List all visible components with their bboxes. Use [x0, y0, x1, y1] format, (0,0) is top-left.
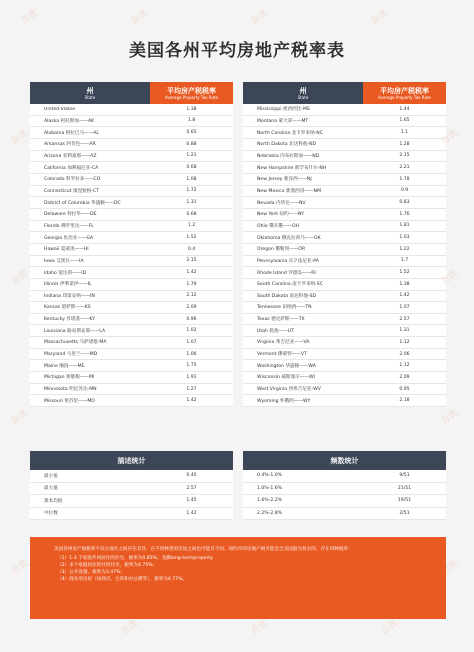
table-row-label: Pennsylvania 宾夕法尼亚-PA: [257, 258, 319, 264]
table-row-label: Oregon 俄勒冈——OR: [257, 247, 306, 253]
table-row-value: 1.28: [399, 141, 410, 147]
table-row: [30, 267, 233, 279]
table-row-value: 0.96: [186, 316, 197, 322]
table-row: [30, 232, 233, 244]
table-row-label: Washington 华盛顿——WA: [257, 363, 316, 369]
table-row-label: Indiana 印第安纳——IN: [44, 293, 95, 299]
table-row: [243, 162, 446, 174]
table-row-label: Connecticut 康涅狄格-CT: [44, 188, 100, 194]
stats-row-label: 最大值: [44, 486, 58, 492]
stats-row-value: 2/51: [399, 510, 410, 516]
page-title: 美国各州平均房地产税率表: [129, 41, 345, 61]
watermark-logo: 自优: [439, 408, 461, 427]
table-row: [30, 395, 233, 407]
watermark-logo: 自优: [19, 8, 41, 27]
table-row-label: Georgia 佐治亚——GA: [44, 235, 94, 241]
table-row-value: 1.52: [399, 270, 410, 276]
table-row-value: 1.2: [187, 223, 196, 229]
table-row-label: North Dakota 北达科他-ND: [257, 142, 317, 148]
watermark-logo: 自优: [249, 618, 271, 637]
table-row-value: 2.06: [399, 351, 410, 357]
table-row: [243, 186, 446, 198]
table-row-value: 1.78: [399, 176, 410, 182]
table-row: [243, 314, 446, 326]
table-row-value: 1.91: [186, 374, 197, 380]
stats-row-value: 1.45: [186, 498, 197, 504]
state-header-en: State: [297, 94, 309, 100]
table-row-label: Texas 德克萨斯——TX: [257, 317, 305, 323]
table-row-value: 2.57: [399, 316, 410, 322]
table-row-label: Vermont 佛蒙特——VT: [257, 352, 307, 358]
watermark-logo: 自优: [9, 558, 31, 577]
watermark-logo: 自优: [379, 618, 401, 637]
watermark-logo: 自优: [9, 408, 31, 427]
table-row-label: United States: [44, 106, 76, 112]
table-row-label: Maryland 马里兰——MD: [44, 352, 98, 358]
frequency-stats-body: [243, 470, 446, 520]
state-header-en: State: [84, 94, 96, 100]
table-row-value: 0.65: [186, 130, 197, 136]
watermark-logo: 自优: [9, 268, 31, 287]
table-row-label: Massachusetts 马萨诸塞-MA: [44, 340, 107, 346]
watermark-logo: 自优: [369, 8, 391, 27]
stats-row-label: 1.0%-1.6%: [257, 485, 282, 491]
stats-row-label: 2.2%-2.8%: [257, 510, 282, 516]
notes-box: [30, 537, 446, 619]
table-row-label: Alaska 阿拉斯加——AK: [44, 118, 95, 124]
table-body: [30, 104, 233, 407]
table-row: [243, 244, 446, 256]
table-row-value: 1.02: [186, 328, 197, 334]
table-row-label: Ohio 俄亥俄——OH: [257, 223, 300, 229]
table-row: [243, 232, 446, 244]
table-row-value: 1.1: [400, 130, 409, 136]
rate-column-header: [150, 82, 233, 104]
table-row-label: New Jersey 新泽西——NJ: [257, 177, 312, 183]
state-column-header: [30, 82, 150, 104]
table-row: [30, 244, 233, 256]
table-row-value: 1.42: [399, 293, 410, 299]
stats-row-label: 1.6%-2.2%: [257, 498, 282, 504]
table-row: [30, 372, 233, 384]
table-row-label: Minnesota 明尼苏达-MN: [44, 387, 97, 393]
table-row: [243, 372, 446, 384]
table-row-value: 1.27: [186, 386, 197, 392]
notes-intro: 美国各州房产税税率不仅在地区之间存在差异，在不同种类的房屋之间也可能有不同。纽约市的房地产税可能是全美国最为复杂的，存在四种税率：: [54, 547, 353, 552]
table-row-label: Utah 犹他——UT: [257, 328, 294, 334]
descriptive-stats-body: [30, 470, 233, 520]
table-row: [30, 256, 233, 268]
table-row: [243, 151, 446, 163]
watermark-logo: 自优: [439, 128, 461, 147]
table-row-value: 1.03: [399, 235, 410, 241]
table-row: [30, 291, 233, 303]
table-row-label: Nebraska 内布拉斯加——ND: [257, 153, 320, 159]
table-row-label: West Virginia 西弗吉尼亚-WV: [257, 387, 321, 393]
table-row-value: 1.44: [399, 106, 410, 112]
table-row: [30, 337, 233, 349]
table-row: [243, 291, 446, 303]
table-row-label: Idaho 爱达荷——ID: [44, 270, 87, 276]
table-row: [243, 209, 446, 221]
rate-header-en: Average Property Tax Rate: [165, 94, 218, 100]
table-row: [243, 325, 446, 337]
notes-item: （1）1-3 个家庭共同居住的住宅，税率为0.85%；龙腾long-termproperty: [57, 556, 213, 561]
table-row: [30, 349, 233, 361]
table-row-value: 2.09: [186, 304, 197, 310]
stats-row: [30, 495, 233, 508]
table-row-value: 1.06: [186, 351, 197, 357]
table-row: [243, 104, 446, 116]
table-row-label: Iowa 艾奥瓦——IA: [44, 258, 84, 264]
watermark-logo: 自优: [129, 8, 151, 27]
table-row-label: Nevada 内华达——NV: [257, 200, 306, 206]
table-row-label: Hawaii 夏威夷——HI: [44, 247, 89, 253]
notes-item: （4）商业用房屋（如商店、仓库和办公楼等），税率为4.77%。: [57, 577, 188, 582]
table-header: [243, 82, 446, 104]
table-row-label: North Carolina 北卡罗来纳-NC: [257, 130, 323, 136]
table-row-label: South Dakota 南达科他-SD: [257, 293, 317, 299]
table-row-value: 0.68: [186, 165, 197, 171]
table-row-value: 2.21: [399, 165, 410, 171]
table-row: [243, 116, 446, 128]
table-row-value: 1.72: [186, 188, 197, 194]
table-row-label: New York 纽约——NY: [257, 212, 305, 218]
stats-row: [243, 470, 446, 483]
stats-row: [243, 508, 446, 521]
table-row-label: Colorado 科罗拉多——CO: [44, 177, 101, 183]
table-row-label: Tennessee 田纳西——TN: [257, 305, 312, 311]
stats-row-label: 0.4%-1.0%: [257, 473, 282, 479]
table-row: [30, 325, 233, 337]
table-row: [30, 116, 233, 128]
table-row: [30, 384, 233, 396]
table-row-value: 1.7: [400, 258, 409, 264]
table-row-value: 1.12: [399, 363, 410, 369]
table-row: [243, 256, 446, 268]
stats-row-value: 1.42: [186, 510, 197, 516]
state-header-cn: 州: [86, 86, 94, 95]
table-row-value: 0.95: [399, 386, 410, 392]
table-row-value: 1.79: [186, 281, 197, 287]
table-row-label: South Carolina 南卡罗来纳-SC: [257, 282, 323, 288]
stats-row-value: 2.57: [186, 485, 197, 491]
table-row-label: Illinois 伊利诺伊——IL: [44, 282, 92, 288]
frequency-stats-title: 频数统计: [243, 451, 446, 470]
table-row-value: 1.08: [186, 176, 197, 182]
table-row: [30, 209, 233, 221]
rate-header-cn: 平均房产税税率: [167, 86, 216, 95]
descriptive-stats-title: 描述统计: [30, 451, 233, 470]
table-row: [243, 302, 446, 314]
table-row: [243, 360, 446, 372]
table-row-label: Wyoming 怀俄明——WY: [257, 398, 311, 404]
table-header: [30, 82, 233, 104]
watermark-logo: 自优: [9, 128, 31, 147]
table-row-value: 1.07: [399, 304, 410, 310]
stats-row: [243, 495, 446, 508]
table-row-label: California 加利福尼亚-CA: [44, 165, 99, 171]
table-row: [30, 360, 233, 372]
table-row: [243, 139, 446, 151]
table-row-value: 0.88: [186, 141, 197, 147]
table-row: [243, 337, 446, 349]
table-row-label: Florida 佛罗里达——FL: [44, 223, 94, 229]
table-row: [30, 186, 233, 198]
table-row: [30, 302, 233, 314]
table-row-label: Rhode Island 罗德岛——RI: [257, 270, 316, 276]
table-row-value: 1.38: [399, 281, 410, 287]
table-row-label: Maine 缅因——ME: [44, 363, 85, 369]
watermark-logo: 自优: [249, 8, 271, 27]
table-row-label: Arkansas 阿肯色——AR: [44, 142, 96, 148]
stats-row-value: 21/51: [397, 485, 412, 491]
table-row: [30, 221, 233, 233]
stats-row: [243, 483, 446, 496]
table-row: [30, 104, 233, 116]
table-row-label: District of Columbia 华盛顿——DC: [44, 200, 121, 206]
table-row: [30, 127, 233, 139]
table-row: [30, 314, 233, 326]
table-row: [243, 279, 446, 291]
table-row-value: 1.42: [186, 270, 197, 276]
table-row-value: 0.83: [399, 200, 410, 206]
rate-column-header: [363, 82, 446, 104]
stats-row-value: 9/51: [399, 473, 410, 479]
table-row-value: 2.18: [399, 398, 410, 404]
table-row-value: 1.38: [186, 106, 197, 112]
table-row-value: 1.76: [399, 211, 410, 217]
frequency-stats-table: [243, 451, 446, 520]
table-row-label: Louisiana 路易斯安那——LA: [44, 328, 106, 334]
table-row-label: Delaware 特拉华——DE: [44, 212, 97, 218]
notes-item: （3）公共设施，税率为3.47%；: [57, 570, 126, 575]
table-row-value: 1.12: [399, 339, 410, 345]
table-row: [243, 221, 446, 233]
table-row-label: New Hampshire 新罕布什尔-NH: [257, 165, 327, 171]
table-row-label: Kentucky 肯塔基——KY: [44, 317, 96, 323]
table-row-label: Mississippi 密西西比-MS: [257, 107, 310, 113]
table-row-label: Oklahoma 俄克拉荷马——OK: [257, 235, 321, 241]
table-row-value: 1.22: [399, 246, 410, 252]
tax-table-right: [243, 82, 446, 407]
table-row-label: Virginia 弗吉尼亚——VA: [257, 340, 310, 346]
table-row-value: 1.65: [399, 118, 410, 124]
table-row-label: Missouri 密苏里——MO: [44, 398, 95, 404]
table-row: [30, 151, 233, 163]
notes-item: （2）多个家庭居住的共同住宅，税率为4.75%；: [57, 563, 158, 568]
stats-row: [30, 483, 233, 496]
table-row-value: 1.31: [399, 328, 410, 334]
state-column-header: [243, 82, 363, 104]
table-row-value: 1.21: [186, 153, 197, 159]
table-row: [243, 174, 446, 186]
watermark-logo: 自优: [439, 268, 461, 287]
table-row-value: 1.75: [186, 363, 197, 369]
stats-row-value: 19/51: [397, 498, 412, 504]
table-row-value: 2.15: [186, 258, 197, 264]
rate-header-en: Average Property Tax Rate: [378, 94, 431, 100]
table-row-label: Arizona 亚利桑那——AZ: [44, 153, 97, 159]
table-row: [30, 174, 233, 186]
table-row-value: 2.09: [399, 374, 410, 380]
table-row-label: New Mexico 新墨西哥——NM: [257, 188, 321, 194]
table-row-value: 1.8: [187, 118, 196, 124]
table-body: [243, 104, 446, 407]
table-row: [243, 384, 446, 396]
rate-header-cn: 平均房产税税率: [380, 86, 429, 95]
table-row-value: 2.12: [186, 293, 197, 299]
table-row-label: Michigan 密歇根——MI: [44, 375, 95, 381]
table-row: [243, 349, 446, 361]
table-row-label: Wisconsin 威斯康辛——WI: [257, 375, 315, 381]
watermark-logo: 自优: [119, 618, 141, 637]
table-row-value: 0.68: [186, 211, 197, 217]
table-row-value: 1.81: [399, 223, 410, 229]
table-row: [30, 139, 233, 151]
table-row: [30, 162, 233, 174]
stats-row: [30, 470, 233, 483]
stats-row-label: 算术均值: [44, 498, 63, 504]
table-row-value: 0.9: [400, 188, 409, 194]
table-row: [30, 279, 233, 291]
tax-table-left: [30, 82, 233, 407]
table-row-value: 1.42: [186, 398, 197, 404]
table-row-value: 1.31: [186, 200, 197, 206]
table-row: [243, 127, 446, 139]
watermark-logo: 自优: [439, 558, 461, 577]
stats-row-label: 最小值: [44, 473, 58, 479]
table-row-label: Montana 蒙大拿——MT: [257, 118, 309, 124]
table-row-label: Alabama 阿拉巴马——AL: [44, 130, 99, 136]
table-row-value: 1.07: [186, 339, 197, 345]
stats-row-label: 中位数: [44, 511, 58, 517]
stats-row: [30, 508, 233, 521]
table-row: [243, 395, 446, 407]
table-row: [30, 197, 233, 209]
descriptive-stats-table: [30, 451, 233, 520]
table-row-value: 1.52: [186, 235, 197, 241]
table-row-value: 0.4: [187, 246, 196, 252]
state-header-cn: 州: [299, 86, 307, 95]
stats-row-value: 0.40: [186, 473, 197, 479]
table-row-label: Kansas 堪萨斯——KS: [44, 305, 91, 311]
table-row-value: 2.15: [399, 153, 410, 159]
table-row: [243, 267, 446, 279]
table-row: [243, 197, 446, 209]
